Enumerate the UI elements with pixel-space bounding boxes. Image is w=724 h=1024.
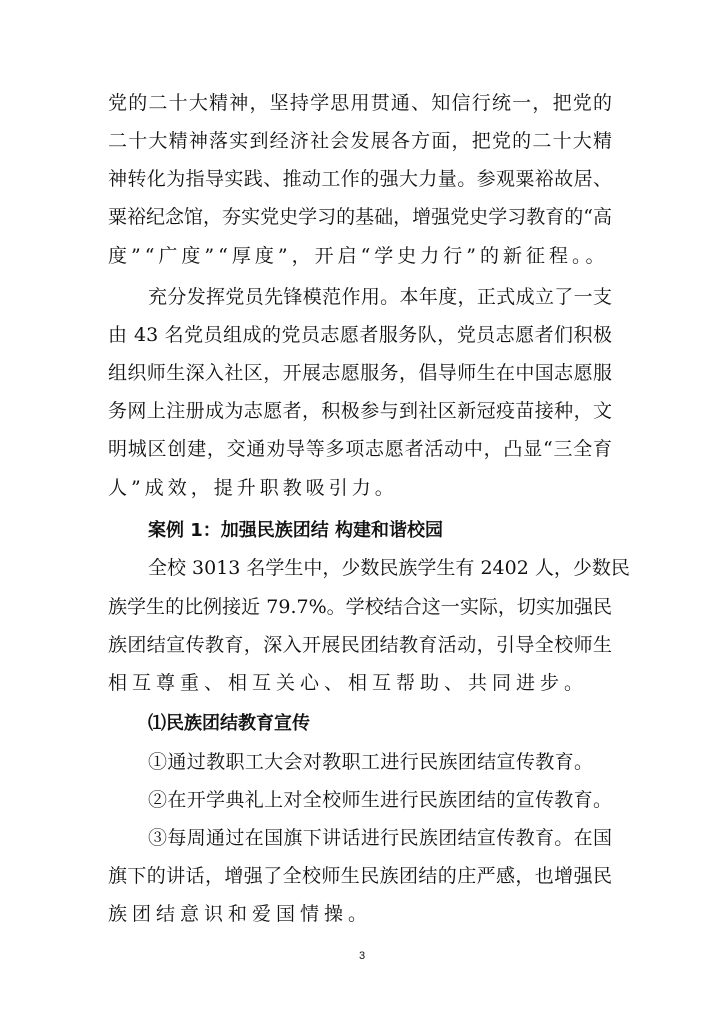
text-line: 由 43 名党员组成的党员志愿者服务队，党员志愿者们积极 [108, 324, 612, 346]
case-heading: 案例 1：加强民族团结 构建和谐校园 [148, 520, 444, 541]
text-line: 族团结意识和爱国情操。 [108, 903, 373, 925]
text-line: 族学生的比例接近 79.7%。学校结合这一实际，切实加强民 [108, 596, 612, 618]
text-line: 明城区创建，交通劝导等多项志愿者活动中，凸显“三全育 [108, 438, 612, 460]
text-line: ③每周通过在国旗下讲话进行民族团结宣传教育。在国 [148, 827, 612, 849]
text-line: 旗下的讲话，增强了全校师生民族团结的庄严感，也增强民 [108, 865, 612, 887]
text-line: 人”成效，提升职教吸引力。 [108, 477, 398, 499]
text-line: 粟裕纪念馆，夯实党史学习的基础，增强党史学习教育的“高 [108, 206, 612, 228]
text-line: 务网上注册成为志愿者，积极参与到社区新冠疫苗接种，文 [108, 400, 612, 422]
section-heading: ⑴民族团结教育宣传 [148, 713, 310, 734]
text-line: 组织师生深入社区，开展志愿服务，倡导师生在中国志愿服 [108, 362, 612, 384]
page-number: 3 [358, 950, 366, 962]
text-line: 神转化为指导实践、推动工作的强大力量。参观粟裕故居、 [108, 168, 612, 190]
list-item: ②在开学典礼上对全校师生进行民族团结的宣传教育。 [148, 789, 612, 811]
text-line: 全校 3013 名学生中，少数民族学生有 2402 人，少数民 [148, 557, 630, 579]
text-line: 度”“广度”“厚度”，开启“学史力行”的新征程。。 [108, 245, 609, 267]
text-line: 党的二十大精神，坚持学思用贯通、知信行统一，把党的 [108, 92, 612, 114]
list-item: ①通过教职工大会对教职工进行民族团结宣传教育。 [148, 751, 593, 773]
text-line: 相互尊重、相互关心、相互帮助、共同进步。 [108, 672, 589, 694]
text-line: 二十大精神落实到经济社会发展各方面，把党的二十大精 [108, 130, 612, 152]
text-line: 族团结宣传教育，深入开展民团结教育活动，引导全校师生 [108, 634, 612, 656]
text-line: 充分发挥党员先锋模范作用。本年度，正式成立了一支 [148, 286, 612, 308]
